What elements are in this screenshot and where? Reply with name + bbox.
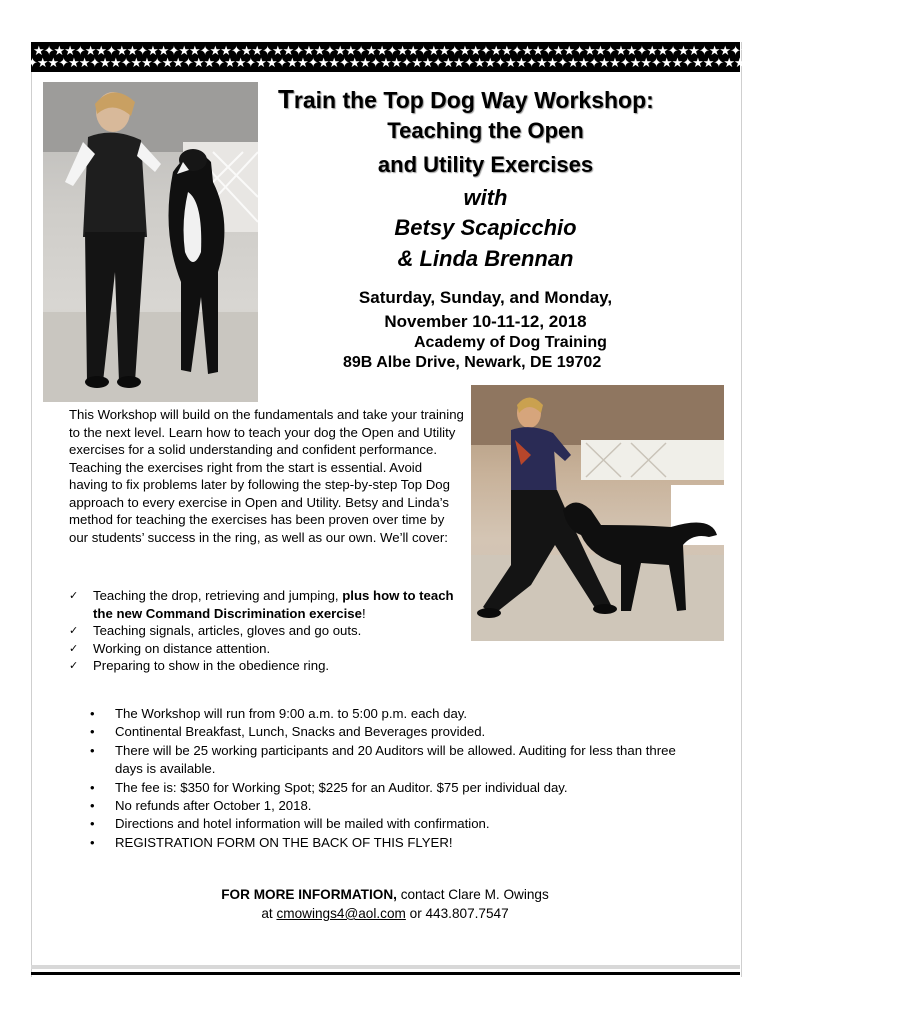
event-address: 89B Albe Drive, Newark, DE 19702 [343, 354, 602, 371]
photo-handler-with-black-lab [471, 385, 724, 641]
checklist-suffix: ! [361, 605, 366, 621]
email-link[interactable]: cmowings4@aol.com [276, 906, 406, 921]
checklist-text: Teaching the drop, retrieving and jumping, [93, 588, 343, 603]
checkmark-icon: ✓ [69, 624, 79, 637]
checkmark-icon: ✓ [69, 659, 79, 672]
cover-checklist [69, 587, 469, 675]
checkmark-icon: ✓ [69, 589, 79, 602]
bullet-icon: • [90, 742, 95, 758]
contact-details [0, 906, 770, 921]
detail-text: The fee is: $350 for Working Spot; $225 for an Auditor. $75 per individual day. [115, 779, 568, 795]
detail-item [90, 815, 700, 833]
contact-line [0, 887, 770, 902]
checklist-item [69, 657, 469, 675]
subtitle-line-2: and Utility Exercises [377, 152, 594, 177]
star-border [27, 42, 907, 72]
contact-lead: FOR MORE INFORMATION, [221, 887, 397, 902]
checkmark-icon: ✓ [69, 641, 79, 655]
star-row-top: ★✦★★✦★★✦★★✦★★✦★★✦★★✦★★✦★★✦★★✦★★✦★★✦★★✦★★✦★★✦★★✦★★✦★★✦★★✦★★✦★★✦★★✦★★✦★★✦★★✦★★✦★★✦★★✦★ [33, 44, 907, 59]
checklist-item [69, 622, 469, 640]
bottom-rule-dark [31, 972, 740, 975]
checklist-text: Teaching signals, articles, gloves and go outs. [93, 623, 362, 638]
bullet-icon: • [90, 834, 95, 850]
detail-text: REGISTRATION FORM ON THE BACK OF THIS FLYER! [115, 834, 453, 850]
workshop-title [278, 84, 718, 115]
workshop-details [90, 705, 700, 852]
bullet-icon: • [90, 798, 95, 814]
with-label: with [463, 185, 508, 210]
event-dates: November 10-11-12, 2018 [384, 312, 587, 331]
checklist-text: Working on distance attention. [93, 640, 271, 656]
subtitle-line-1: Teaching the Open [387, 118, 584, 143]
detail-text: Directions and hotel information will be mailed with confirmation. [115, 816, 490, 832]
detail-item [90, 723, 700, 741]
event-venue: Academy of Dog Training [414, 334, 607, 351]
detail-item [90, 779, 700, 797]
checklist-item [69, 587, 469, 622]
title-rest: rain the Top Dog Way Workshop: [293, 87, 654, 113]
instructor-2: & Linda Brennan [397, 246, 574, 271]
checklist-text: Preparing to show in the obedience ring. [93, 658, 330, 673]
detail-text: No refunds after October 1, 2018. [115, 798, 312, 814]
bullet-icon: • [90, 706, 95, 721]
checklist-item [69, 640, 469, 658]
bullet-icon: • [90, 724, 95, 740]
title-initial: T [278, 84, 294, 114]
detail-item [90, 742, 700, 779]
contact-phone: or 443.807.7547 [405, 906, 509, 921]
contact-at: at [261, 906, 277, 921]
event-days: Saturday, Sunday, and Monday, [358, 288, 613, 307]
detail-text: There will be 25 working participants and 20 Auditors will be allowed. Auditing for less than three days is available. [115, 742, 676, 777]
star-row-bottom: ✦★★✦★★✦★★✦★★✦★★✦★★✦★★✦★★✦★★✦★★✦★★✦★★✦★★✦★★✦★★✦★★✦★★✦★★✦★★✦★★✦★★✦★★✦★★✦★★✦★★✦★★✦★★✦★ [27, 56, 890, 71]
contact-text: contact Clare M. Owings [396, 887, 549, 902]
detail-item [90, 834, 700, 852]
bullet-icon: • [90, 816, 95, 832]
instructor-1: Betsy Scapicchio [394, 215, 577, 240]
detail-text: Continental Breakfast, Lunch, Snacks and Beverages provided. [115, 724, 486, 740]
detail-item [90, 797, 700, 815]
detail-item [90, 705, 700, 723]
bottom-rule-light [31, 965, 740, 969]
photo-trainer-with-border-collie [43, 82, 258, 402]
intro-paragraph: This Workshop will build on the fundamentals and take your training to the next level. Learn how to teach your dog the Open and Utility exercises for a solid understanding and confident performance. Teaching the exercises right from the start is essential. Avoid having to fix problems later by following the step-by-step Top Dog approach to every exercise in Open and Utility. Betsy and Linda’s method for teaching the exercises has been proven over time by our students’ success in the ring, as well as our own. We’ll cover: [69, 407, 464, 545]
checklist-emphasis: plus how to teach the new Command Discrimination exercise [93, 588, 454, 621]
bullet-icon: • [90, 779, 95, 795]
detail-text: The Workshop will run from 9:00 a.m. to 5:00 p.m. each day. [115, 706, 468, 721]
